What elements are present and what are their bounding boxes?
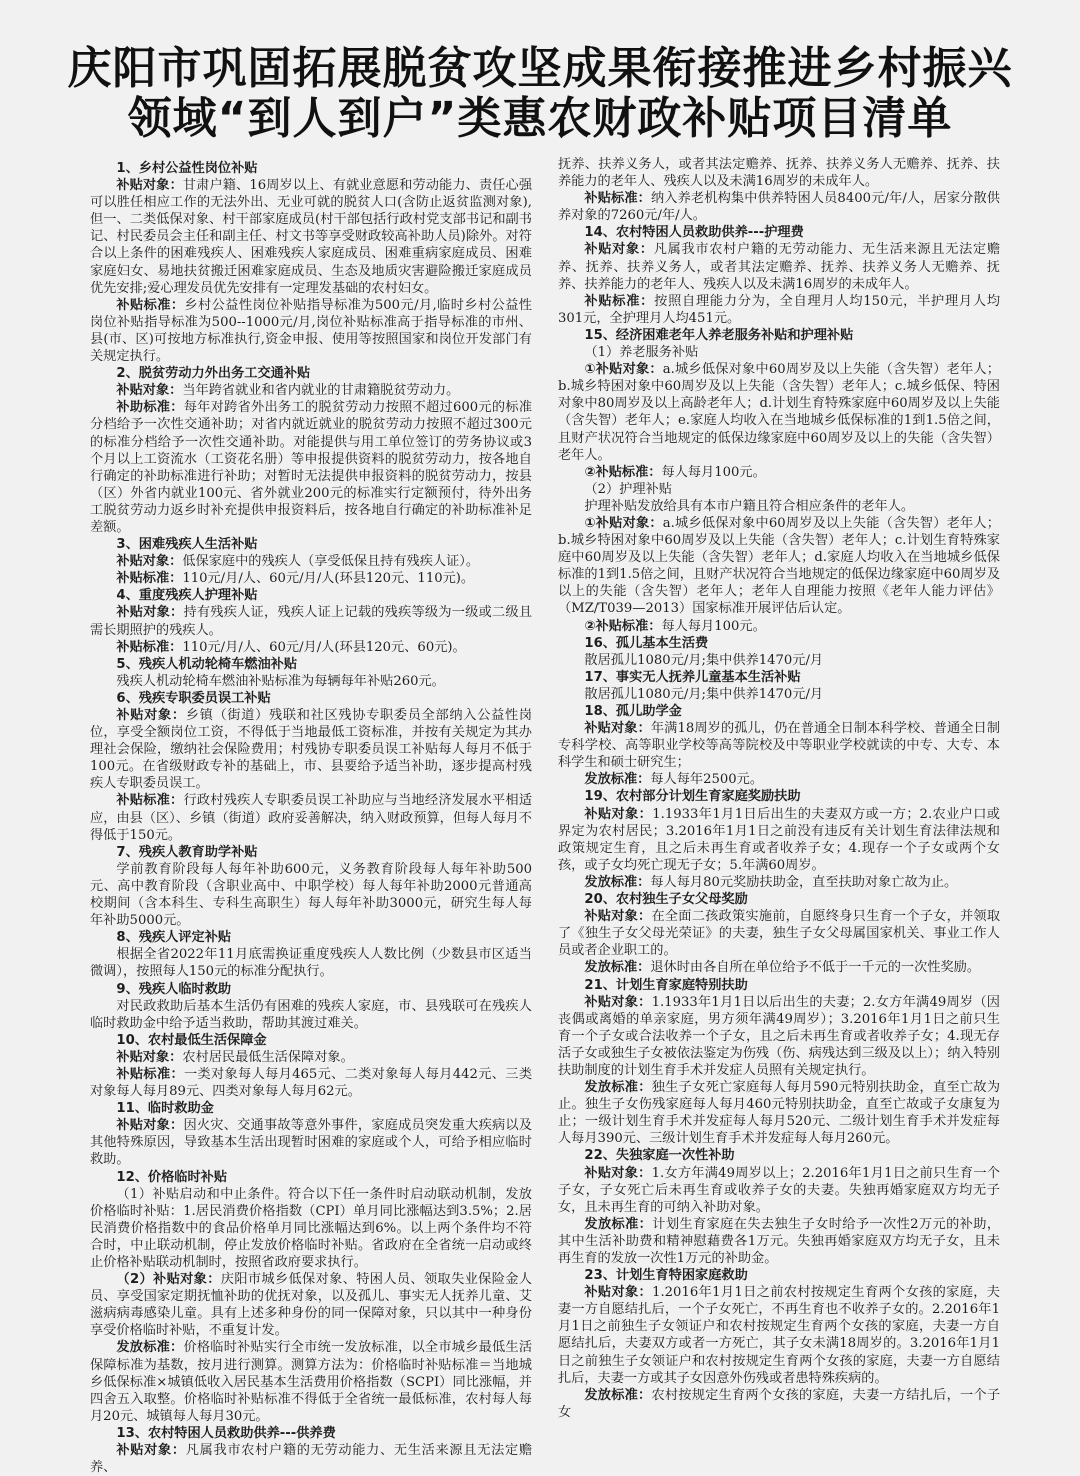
paragraph [558, 686, 1000, 703]
paragraph-text: 护理补贴发放给具有本市户籍且符合相应条件的老年人。 [584, 498, 915, 514]
section-heading-text: 8、残疾人评定补贴 [116, 930, 232, 946]
field-label: 发放标准： [584, 1216, 653, 1232]
field-label: 补贴对象： [116, 383, 183, 399]
paragraph [558, 481, 1000, 498]
section-heading [90, 1032, 532, 1049]
paragraph [90, 707, 532, 792]
section-heading-text: 3、困难残疾人生活补贴 [116, 537, 258, 553]
paragraph-text: 价格临时补贴实行全市统一发放标准，以全市城乡最低生活保障标准为基数，按月进行测算。测算方法为：价格临时补贴标准＝当地城乡低保标准×城镇低收入居民基本生活费用价格指数（SCPI）同比涨幅，并四舍五入取整。价格临时补贴标准不得低于全省统一最低标准，农村每人每月20元、城镇每人每月30元。 [90, 1340, 533, 1424]
section-heading [558, 977, 1000, 994]
paragraph-text: 因火灾、交通事故等意外事件，家庭成员突发重大疾病以及其他特殊原因，导致基本生活出现暂时困难的家庭或个人，可给予相应临时救助。 [90, 1118, 533, 1168]
paragraph [90, 297, 532, 365]
section-heading-text: 18、孤儿助学金 [584, 704, 682, 719]
section-heading-text: 16、孤儿基本生活费 [584, 635, 709, 651]
paragraph-text: 在全面二孩政策实施前，自愿终身只生育一个子女，并领取了《独生子女父母光荣证》的夫妻，独生子女父母属国家机关、事业工作人员或者企业职工的。 [558, 909, 1001, 959]
paragraph-text: 每人每月100元。 [661, 464, 766, 480]
paragraph [558, 344, 1000, 361]
section-heading [90, 844, 532, 861]
paragraph-text: 按照自理能力分为，全自理月人均150元，半护理月人均301元，全护理月人均451元。 [558, 293, 1001, 326]
section-heading-text: 10、农村最低生活保障金 [116, 1032, 267, 1048]
paragraph-text: 退休时由各自所在单位给予不低于一千元的一次性奖励。 [650, 960, 981, 976]
section-heading-text: 17、事实无人抚养儿童基本生活补贴 [584, 669, 801, 685]
paragraph-text: 当年跨省就业和省内就业的甘肃籍脱贫劳动力。 [182, 383, 460, 399]
paragraph [90, 639, 532, 656]
paragraph-text: 110元/月/人、60元/月/人(环县120元、60元)。 [182, 639, 466, 655]
field-label: 补贴对象： [584, 994, 652, 1010]
section-heading [558, 1267, 1000, 1284]
paragraph-text: 甘肃户籍、16周岁以上、有就业意愿和劳动能力、责任心强可以胜任相应工作的无法外出、无业可就的脱贫人口(含防止返贫监测对象),但一、二类低保对象、村干部家庭成员(村干部包括行政村党支部书记和副书记、村民委员会主任和副主任、村文书等享受财政较高补助人员)除外。对符合以上条件的困难残疾人、困难残疾人家庭成员、困难重病家庭成员、困难家庭妇女、易地扶贫搬迁困难家庭成员、生态及地质灾害避险搬迁家庭成员优先安排;爱心理发员优先安排有一定理发基础的农村妇女。 [90, 178, 533, 296]
paragraph-text: 110元/月/人、60元/月/人(环县120元、110元)。 [182, 571, 475, 587]
field-label: 补贴对象： [116, 1118, 184, 1134]
section-heading [90, 365, 532, 382]
document-title-line-1: 庆阳市巩固拓展脱贫攻坚成果衔接推进乡村振兴 [67, 43, 1013, 94]
field-label: 发放标准： [584, 1080, 652, 1096]
right-column [558, 156, 1000, 1421]
field-label: 补贴标准： [584, 293, 655, 309]
paragraph-text: 1.2016年1月1日之前农村按规定生育两个女孩的家庭，夫妻一方自愿结扎后，一个子女死亡，不再生育也不收养子女的。2.2016年1月1日之前独生子女领证户和农村按规定生育两个女孩的家庭，夫妻一方自愿结扎后，夫妻双方或者一方死亡，其子女未满18周岁的。3.2016年1月1日之前独生子女领证户和农村按规定生育两个女孩的家庭，夫妻一方自愿结扎后，夫妻一方或其子女因意外伤残或者患特殊疾病的。 [558, 1285, 1000, 1386]
paragraph [558, 618, 1000, 635]
paragraph [558, 806, 1000, 874]
section-heading-text: 5、残疾人机动轮椅车燃油补贴 [116, 656, 298, 672]
section-heading-text: 11、临时救助金 [116, 1101, 214, 1117]
paragraph [558, 293, 1000, 327]
section-heading [90, 1169, 532, 1186]
paragraph [90, 1339, 532, 1424]
section-heading [558, 635, 1000, 652]
section-heading-text: 6、残疾专职委员误工补贴 [116, 690, 271, 706]
paragraph-text: 乡村公益性岗位补贴指导标准为500元/月,临时乡村公益性岗位补贴指导标准为500--1000元/月,岗位补贴标准高于指导标准的市州、县(市、区)可按地方标准执行,资金申报、使用等按照国家和岗位开发部门有关规定执行。 [90, 297, 532, 365]
paragraph [558, 464, 1000, 481]
paragraph [90, 1117, 532, 1168]
field-label: 补贴标准： [116, 1066, 184, 1082]
section-heading [558, 788, 1000, 805]
document-title-line-2: 领域“到人到户”类惠农财政补贴项目清单 [127, 93, 953, 144]
section-heading [558, 669, 1000, 686]
field-label: 发放标准： [584, 1387, 652, 1403]
field-label: ②补贴标准： [584, 464, 662, 480]
paragraph [90, 1271, 532, 1339]
field-label: 补贴对象： [584, 721, 651, 737]
field-label: （2）补贴对象： [116, 1272, 221, 1288]
section-heading-text: 20、农村独生子女父母奖励 [584, 892, 748, 908]
paragraph-text: 1.女方年满49周岁以上；2.2016年1月1日之前只生育一个子女，子女死亡后未再生育或收养子女的夫妻。失独再婚家庭双方均无子女，且未再生育的可纳入补助对象。 [558, 1165, 1000, 1215]
field-label: 发放标准： [584, 772, 651, 788]
section-heading [558, 224, 1000, 241]
field-label: 补助标准： [116, 400, 184, 416]
paragraph [558, 515, 1000, 618]
paragraph-text: 抚养、扶养义务人，或者其法定赡养、抚养、扶养义务人无赡养、抚养、扶养能力的老年人、残疾人以及未满16周岁的未成年人。 [558, 157, 1000, 190]
left-column [90, 160, 532, 1476]
field-label: ②补贴标准： [584, 618, 662, 634]
field-label: 补贴标准： [584, 191, 651, 207]
paragraph [558, 1165, 1000, 1216]
field-label: 补贴对象： [584, 242, 654, 258]
paragraph-text: 持有残疾人证，残疾人证上记载的残疾等级为一级或二级且需长期照护的残疾人。 [90, 605, 533, 638]
paragraph [90, 673, 532, 690]
paragraph-text: 每人每年2500元。 [650, 772, 764, 788]
section-heading-text: 22、失独家庭一次性补助 [584, 1148, 735, 1164]
paragraph [558, 959, 1000, 976]
field-label: ①补贴对象： [584, 362, 663, 378]
paragraph [90, 946, 532, 980]
paragraph-text: 独生子女死亡家庭每人每月590元特别扶助金，直至亡故为止。独生子女伤残家庭每人每月460元特别扶助金，直至亡故或子女康复为止；一级计划生育手术并发症每人每月520元、二级计划生育手术并发症每人每月390元、三级计划生育手术并发症每人每月260元。 [558, 1080, 1001, 1147]
paragraph [90, 861, 532, 929]
field-label: 补贴对象： [116, 605, 184, 621]
paragraph [558, 720, 1000, 771]
paragraph-text: 1.1933年1月1日后出生的夫妻双方或一方；2.农业户口或界定为农村居民；3.2016年1月1日之前没有违反有关计划生育法律法规和政策规定生育，且之后未再生育或者收养子女；4.现存一个子女或两个女孩，或子女均死亡现无子女；5.年满60周岁。 [558, 806, 1000, 873]
paragraph [90, 1442, 532, 1476]
section-heading-text: 4、重度残疾人护理补贴 [116, 588, 258, 604]
paragraph-text: 纳入养老机构集中供养特困人员8400元/年/人，居家分散供养对象的7260元/年/人。 [558, 191, 1000, 224]
paragraph [558, 1079, 1000, 1147]
field-label: 补贴对象： [116, 1049, 183, 1065]
field-label: 补贴对象： [584, 1165, 652, 1181]
paragraph [90, 1049, 532, 1066]
paragraph-text: 根据全省2022年11月底需换证重度残疾人人数比例（少数县市区适当微调），按照每人150元的标准分配执行。 [90, 947, 532, 980]
field-label: 补贴标准： [116, 793, 184, 809]
section-heading-text: 23、计划生育特困家庭救助 [584, 1268, 748, 1284]
paragraph-text: （2）护理补贴 [584, 481, 672, 497]
field-label: 补贴标准： [116, 297, 185, 313]
section-heading-text: 7、残疾人教育助学补贴 [116, 844, 258, 860]
section-heading-text: 2、脱贫劳动力外出务工交通补贴 [116, 366, 311, 382]
paragraph-text: 农村按规定生育两个女孩的家庭，夫妻一方结扎后，一个子女 [558, 1387, 1001, 1420]
paragraph-text: 学前教育阶段每人每年补助600元，义务教育阶段每人每年补助500元、高中教育阶段（含职业高中、中职学校）每人每年补助2000元普通高校期间（含本科生、专科生高职生）每人每年补助3000元，研究生每人每年补助5000元。 [90, 861, 532, 929]
paragraph [558, 1216, 1000, 1267]
section-heading [90, 1100, 532, 1117]
field-label: 补贴对象： [584, 909, 652, 925]
section-heading [558, 327, 1000, 344]
paragraph [558, 156, 1000, 190]
paragraph-text: a.城乡低保对象中60周岁及以上失能（含失智）老年人；b.城乡特困对象中60周岁及以上失能（含失智）老年人；c.计划生育特殊家庭中60周岁及以上失能（含失智）老年人；d.家庭人均收入在当地城乡低保标准的1到1.5倍之间，且财产状况符合当地规定的低保边缘家庭中60周岁及以上的失能（含失智）老年人；老年人自理能力按照《老年人能力评估》（MZ/T039—2013）国家标准开展评估后认定。 [558, 515, 1000, 617]
paragraph [558, 994, 1000, 1079]
section-heading [558, 891, 1000, 908]
paragraph-text: 行政村残疾人专职委员误工补助应与当地经济发展水平相适应，由县（区）、乡镇（街道）政府妥善解决，纳入财政预算，但每人每月不得低于150元。 [90, 793, 533, 843]
section-heading [90, 160, 532, 177]
section-heading [90, 587, 532, 604]
paragraph [90, 604, 532, 638]
section-heading [90, 690, 532, 707]
section-heading-text: 9、残疾人临时救助 [116, 981, 232, 997]
paragraph-text: 残疾人机动轮椅车燃油补贴标准为每辆每年补贴260元。 [116, 673, 445, 689]
paragraph [558, 1284, 1000, 1387]
paragraph-text: 农村居民最低生活保障对象。 [182, 1049, 354, 1065]
section-heading-text: 1、乡村公益性岗位补贴 [116, 161, 258, 176]
paragraph-text: 庆阳市城乡低保对象、特困人员、领取失业保险金人员、享受国家定期抚恤补助的优抚对象，以及孤儿、事实无人抚养儿童、艾滋病病毒感染儿童。具有上述多种身份的同一保障对象，只以其中一种身份享受价格临时补贴，不重复计发。 [90, 1272, 532, 1339]
paragraph [558, 874, 1000, 891]
field-label: 补贴标准： [116, 571, 183, 587]
field-label: 发放标准： [584, 960, 651, 976]
field-label: 补贴对象： [116, 708, 186, 723]
paragraph-text: 对民政救助后基本生活仍有困难的残疾人家庭，市、县残联可在残疾人临时救助金中给予适当救助，帮助其渡过难关。 [90, 998, 532, 1031]
field-label: ①补贴对象： [584, 515, 663, 531]
section-heading [90, 1425, 532, 1442]
paragraph-text: 每人每月100元。 [661, 618, 766, 634]
paragraph-text: 散居孤儿1080元/月;集中供养1470元/月 [584, 652, 824, 668]
field-label: 补贴对象： [116, 1443, 186, 1459]
field-label: 发放标准： [116, 1340, 184, 1356]
paragraph-text: 每人每月80元奖励扶助金，直至扶助对象亡故为止。 [650, 874, 958, 890]
paragraph [90, 792, 532, 843]
paragraph [558, 771, 1000, 788]
paragraph [90, 998, 532, 1032]
field-label: 补贴标准： [116, 639, 183, 655]
paragraph [558, 498, 1000, 515]
section-heading-text: 21、计划生育家庭特别扶助 [584, 977, 748, 993]
paragraph-text: 凡属我市农村户籍的无劳动能力、无生活来源且无法定赡养、抚养、扶养义务人，或者其法定赡养、抚养、扶养义务人无赡养、抚养、扶养能力的老年人、残疾人以及未满16周岁的未成年人。 [558, 242, 1001, 292]
paragraph [558, 908, 1000, 959]
section-heading-text: 19、农村部分计划生育家庭奖励扶助 [584, 789, 801, 805]
paragraph [90, 399, 532, 536]
section-heading [90, 656, 532, 673]
section-heading-text: 13、农村特困人员救助供养---供养费 [116, 1425, 336, 1441]
field-label: 补贴对象： [116, 178, 183, 194]
paragraph-text: 低保家庭中的残疾人（享受低保且持有残疾人证）。 [182, 554, 480, 570]
section-heading [90, 981, 532, 998]
field-label: 补贴对象： [584, 1285, 653, 1301]
paragraph-text: （1）养老服务补贴 [584, 345, 699, 361]
paragraph-text: a.城乡低保对象中60周岁及以上失能（含失智）老年人；b.城乡特困对象中60周岁及以上失能（含失智）老年人；c.城乡低保、特困对象中80周岁及以上高龄老年人；d.计划生育特殊家庭中60周岁及以上失能（含失智）老年人；e.家庭人均收入在当地城乡低保标准的1到1.5倍之间，且财产状况符合当地规定的低保边缘家庭中60周岁及以上的失能（含失智）老年人。 [558, 362, 1000, 463]
paragraph [558, 361, 1000, 464]
section-heading [90, 536, 532, 553]
paragraph [90, 1066, 532, 1100]
paragraph-text: 年满18周岁的孤儿，仍在普通全日制本科学校、普通全日制专科学校、高等职业学校等高等院校及中等职业学校就读的中专、大专、本科学生和硕士研究生； [558, 721, 1001, 771]
paragraph [90, 1186, 532, 1271]
paragraph [90, 553, 532, 570]
paragraph [558, 190, 1000, 224]
paragraph [90, 570, 532, 587]
paragraph-text: 散居孤儿1080元/月;集中供养1470元/月 [584, 686, 824, 702]
section-heading-text: 15、经济困难老年人养老服务补贴和护理补贴 [584, 327, 854, 343]
section-heading-text: 12、价格临时补贴 [116, 1169, 228, 1185]
paragraph [90, 382, 532, 399]
section-heading [558, 1147, 1000, 1164]
paragraph-text: 凡属我市农村户籍的无劳动能力、无生活来源且无法定赡养、 [90, 1443, 533, 1476]
paragraph [558, 652, 1000, 669]
section-heading-text: 14、农村特困人员救助供养---护理费 [584, 225, 804, 241]
paragraph-text: 乡镇（街道）残联和社区残协专职委员全部纳入公益性岗位，享受全额岗位工资，不得低于当地最低工资标准，并按有关规定为其办理社会保险，缴纳社会保险费用；村残协专职委员误工补贴每人每月不低于100元。在省级财政专补的基础上，市、县要给予适当补助，逐步提高村残疾人专职委员误工。 [90, 708, 533, 792]
paragraph [558, 241, 1000, 292]
paragraph [558, 1387, 1000, 1421]
paragraph-text: （1）补贴启动和中止条件。符合以下任一条件时启动联动机制，发放价格临时补贴：1.居民消费价格指数（CPI）单月同比涨幅达到3.5%；2.居民消费价格指数中的食品价格单月同比涨幅达到6%。以上两个条件均不符合时，中止联动机制，停止发放价格临时补贴。省政府在全省统一启动或终止价格补贴联动机制时，按照省政府要求执行。 [90, 1186, 532, 1270]
paragraph [90, 177, 532, 297]
paragraph-text: 一类对象每人每月465元、二类对象每人每月442元、三类对象每人每月89元、四类对象每人每月62元。 [90, 1066, 533, 1100]
paragraph-text: 计划生育家庭在失去独生子女时给予一次性2万元的补助，其中生活补助费和精神慰藉费各1万元。失独再婚家庭双方均无子女，且未再生育的发放一次性1万元的补助金。 [558, 1216, 1001, 1266]
paragraph-text: 1.1933年1月1日以后出生的夫妻；2.女方年满49周岁（因丧偶或离婚的单亲家庭，男方须年满49周岁）；3.2016年1月1日之前只生育一个子女或合法收养一个子女，且之后未再生育或者收养子女；4.现无存活子女或独生子女被依法鉴定为伤残（伤、病残达到三级及以上）；纳入特别扶助制度的计划生育手术并发症人员照有关规定执行。 [558, 994, 1000, 1078]
field-label: 补贴对象： [116, 554, 183, 570]
section-heading [90, 929, 532, 946]
paragraph-text: 每年对跨省外出务工的脱贫劳动力按照不超过600元的标准分档给予一次性交通补助；对省内就近就业的脱贫劳动力按照不超过300元的标准分档给予一次性交通补助。对能提供与用工单位签订的劳务协议或3个月以上工资流水（工资花名册）等申报提供资料的脱贫劳动力，按各地自行确定的补助标准进行补助；对暂时无法提供申报资料的脱贫劳动力，按县（区）外省内就业100元、省外就业200元的标准实行定额预付，待外出务工脱贫劳动力返乡时补充提供申报资料后，按各地自行确定的补助标准补足差额。 [90, 400, 533, 535]
section-heading [558, 703, 1000, 720]
field-label: 发放标准： [584, 874, 651, 890]
field-label: 补贴对象： [584, 806, 653, 822]
